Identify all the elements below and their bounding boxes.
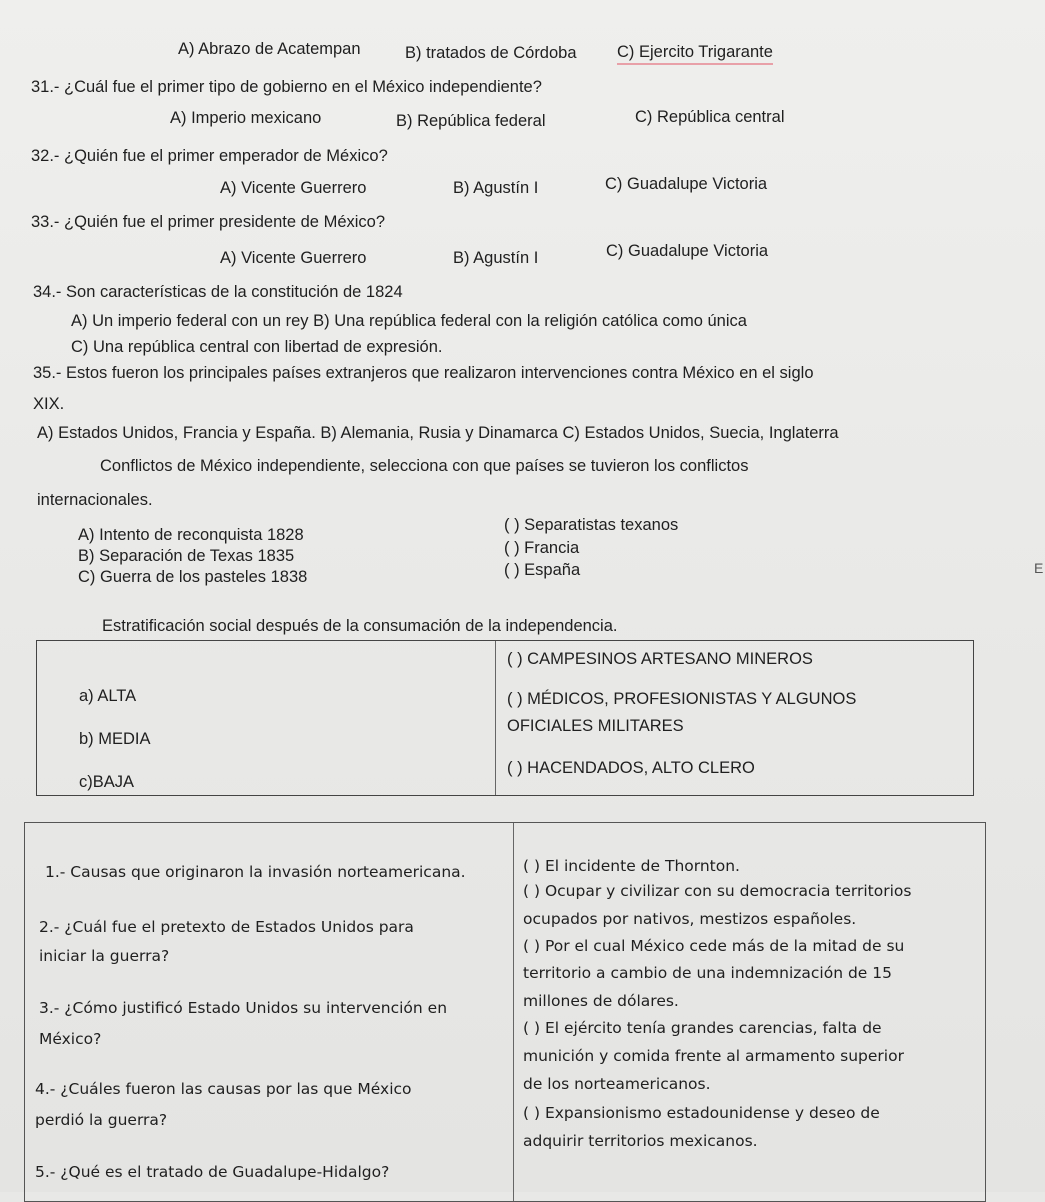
q35-question-line2: XIX. <box>33 395 65 413</box>
q34-options-line1: A) Un imperio federal con un rey B) Una república federal con la religión católica como única <box>71 312 747 330</box>
conflict-right-3: ( ) España <box>504 561 581 579</box>
invasion-answer-1: ( ) El incidente de Thornton. <box>523 857 740 875</box>
q31-option-c: C) República central <box>635 108 785 126</box>
invasion-answer-3: ( ) Por el cual México cede más de la mitad de su <box>523 937 905 955</box>
invasion-answer-5-cont: adquirir territorios mexicanos. <box>523 1132 758 1150</box>
invasion-answer-3-cont: territorio a cambio de una indemnización de 15 <box>523 964 892 982</box>
invasion-answer-4-cont: munición y comida frente al armamento superior <box>523 1047 904 1065</box>
invasion-question-4-cont: perdió la guerra? <box>35 1111 168 1129</box>
conflict-left-b: B) Separación de Texas 1835 <box>78 547 295 565</box>
q30-option-b: B) tratados de Córdoba <box>405 44 577 62</box>
q33-option-a: A) Vicente Guerrero <box>220 249 367 267</box>
q32-option-c: C) Guadalupe Victoria <box>605 175 768 193</box>
strat-answer-1: ( ) CAMPESINOS ARTESANO MINEROS <box>507 650 813 668</box>
q35-question-line1: 35.- Estos fueron los principales países extranjeros que realizaron intervenciones contra México en el siglo <box>33 364 814 382</box>
strat-answer-2: ( ) MÉDICOS, PROFESIONISTAS Y ALGUNOS <box>507 690 857 708</box>
q33-question: 33.- ¿Quién fue el primer presidente de México? <box>31 213 386 231</box>
conflicts-intro-cont: internacionales. <box>37 491 153 509</box>
invasion-question-2-cont: iniciar la guerra? <box>39 947 170 965</box>
invasion-answer-5: ( ) Expansionismo estadounidense y deseo de <box>523 1104 880 1122</box>
invasion-question-2: 2.- ¿Cuál fue el pretexto de Estados Unidos para <box>39 918 414 936</box>
stratification-table <box>36 640 974 796</box>
strat-level-baja: c)BAJA <box>79 773 135 791</box>
conflict-left-c: C) Guerra de los pasteles 1838 <box>78 568 308 586</box>
q30-option-c: C) Ejercito Trigarante <box>617 42 773 65</box>
q31-option-a: A) Imperio mexicano <box>170 109 322 127</box>
invasion-table <box>24 822 986 1202</box>
strat-answer-2-cont: OFICIALES MILITARES <box>507 717 684 735</box>
conflict-left-a: A) Intento de reconquista 1828 <box>78 526 304 544</box>
invasion-question-1: 1.- Causas que originaron la invasión norteamericana. <box>45 863 466 881</box>
q31-option-b: B) República federal <box>396 112 546 130</box>
conflict-right-2: ( ) Francia <box>504 539 580 557</box>
q33-option-b: B) Agustín I <box>453 249 539 267</box>
q35-options: A) Estados Unidos, Francia y España. B) Alemania, Rusia y Dinamarca C) Estados Unidos, Suecia, Inglaterra <box>37 424 839 442</box>
invasion-question-5: 5.- ¿Qué es el tratado de Guadalupe-Hidalgo? <box>35 1163 390 1181</box>
strat-level-media: b) MEDIA <box>79 730 151 748</box>
invasion-answer-3-cont2: millones de dólares. <box>523 992 679 1010</box>
invasion-answer-4-cont2: de los norteamericanos. <box>523 1075 711 1093</box>
strat-answer-3: ( ) HACENDADOS, ALTO CLERO <box>507 759 755 777</box>
invasion-question-3: 3.- ¿Cómo justificó Estado Unidos su intervención en <box>39 999 448 1017</box>
stratification-title: Estratificación social después de la consumación de la independencia. <box>102 617 618 635</box>
conflicts-intro: Conflictos de México independiente, selecciona con que países se tuvieron los conflictos <box>100 457 749 475</box>
invasion-answer-4: ( ) El ejército tenía grandes carencias, falta de <box>523 1019 882 1037</box>
stratification-divider <box>495 641 496 795</box>
margin-mark: E <box>1034 560 1044 576</box>
conflict-right-1: ( ) Separatistas texanos <box>504 516 679 534</box>
q31-question: 31.- ¿Cuál fue el primer tipo de gobierno en el México independiente? <box>31 78 542 96</box>
invasion-question-4: 4.- ¿Cuáles fueron las causas por las que México <box>35 1080 412 1098</box>
strat-level-alta: a) ALTA <box>79 687 137 705</box>
q34-question: 34.- Son características de la constitución de 1824 <box>33 283 403 301</box>
invasion-answer-2: ( ) Ocupar y civilizar con su democracia territorios <box>523 882 912 900</box>
q32-option-a: A) Vicente Guerrero <box>220 179 367 197</box>
invasion-divider <box>513 823 514 1201</box>
q33-option-c: C) Guadalupe Victoria <box>606 242 769 260</box>
invasion-question-3-cont: México? <box>39 1030 102 1048</box>
q32-question: 32.- ¿Quién fue el primer emperador de México? <box>31 147 388 165</box>
q32-option-b: B) Agustín I <box>453 179 539 197</box>
q34-options-line2: C) Una república central con libertad de expresión. <box>71 338 443 356</box>
q30-option-a: A) Abrazo de Acatempan <box>178 40 361 58</box>
invasion-answer-2-cont: ocupados por nativos, mestizos españoles. <box>523 910 857 928</box>
